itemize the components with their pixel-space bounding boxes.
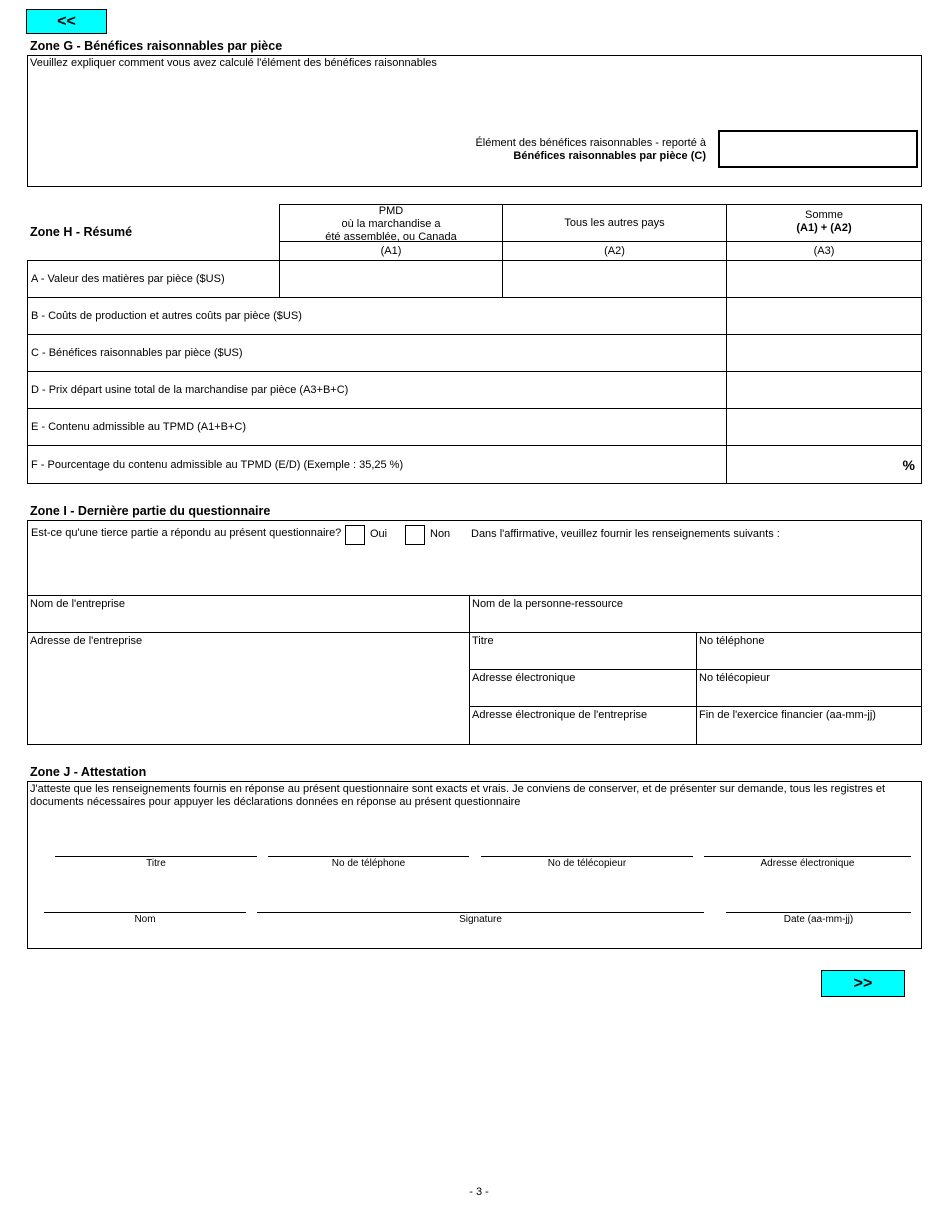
attest-date-line xyxy=(726,912,911,913)
attest-fax-line xyxy=(481,856,693,857)
company-email-label: Adresse électronique de l'entreprise xyxy=(472,709,648,721)
yes-checkbox[interactable] xyxy=(345,525,365,545)
attest-title-label: Titre xyxy=(146,858,166,869)
attest-date-input[interactable] xyxy=(726,892,911,912)
zone-h-title: Zone H - Résumé xyxy=(30,225,133,239)
profit-explanation-textarea[interactable] xyxy=(29,70,919,125)
attest-email-line xyxy=(704,856,911,857)
no-label: Non xyxy=(430,528,451,540)
attest-email-input[interactable] xyxy=(704,836,911,856)
reasonable-profit-input[interactable] xyxy=(718,130,918,168)
fiscal-year-end-label: Fin de l'exercice financier (aa-mm-jj) xyxy=(699,709,876,721)
contact-title-label: Titre xyxy=(472,635,494,647)
company-address-label: Adresse de l'entreprise xyxy=(30,635,143,647)
row-b-input[interactable] xyxy=(726,297,922,335)
row-c-label: C - Bénéfices raisonnables par pièce ($US) xyxy=(31,347,243,359)
header-a1-line3: été assemblée, ou Canada xyxy=(325,231,457,243)
page-number: - 3 - xyxy=(469,1186,489,1198)
attest-fax-input[interactable] xyxy=(481,836,693,856)
row-a-a1-input[interactable] xyxy=(279,260,503,298)
profit-report-label-2: Bénéfices raisonnables par pièce (C) xyxy=(513,150,706,162)
row-f-label-cell xyxy=(27,445,727,484)
attest-name-label: Nom xyxy=(134,914,156,925)
code-a3: (A3) xyxy=(726,241,922,261)
fiscal-year-end-field[interactable] xyxy=(696,706,922,745)
contact-fax-label: No télécopieur xyxy=(699,672,770,684)
company-address-field[interactable] xyxy=(27,632,470,745)
header-a1-line2: où la marchandise a xyxy=(341,218,441,230)
next-page-button[interactable]: >> xyxy=(821,970,905,997)
attest-title-line xyxy=(55,856,257,857)
attest-fax-label: No de télécopieur xyxy=(547,858,627,869)
header-a1-line1: PMD xyxy=(378,205,404,217)
header-a3-line2: (A1) + (A2) xyxy=(796,222,852,234)
company-email-field[interactable] xyxy=(469,706,697,745)
contact-name-field[interactable] xyxy=(469,595,922,633)
header-a2-label: Tous les autres pays xyxy=(564,216,665,229)
yes-label: Oui xyxy=(370,528,388,540)
no-checkbox[interactable] xyxy=(405,525,425,545)
attest-email-label: Adresse électronique xyxy=(760,858,855,869)
if-yes-instruction: Dans l'affirmative, veuillez fournir les renseignements suivants : xyxy=(471,528,780,540)
contact-phone-label: No téléphone xyxy=(699,635,765,647)
header-a2-cell xyxy=(502,204,727,242)
contact-email-label: Adresse électronique xyxy=(472,672,576,684)
zone-g-title: Zone G - Bénéfices raisonnables par pièce xyxy=(30,39,283,53)
profit-explanation-label: Veuillez expliquer comment vous avez calculé l'élément des bénéfices raisonnables xyxy=(30,57,437,69)
header-a3-cell xyxy=(726,204,922,242)
row-a-label: A - Valeur des matières par pièce ($US) xyxy=(31,273,225,285)
row-a-a2-input[interactable] xyxy=(502,260,727,298)
row-d-label-cell xyxy=(27,371,727,409)
row-d-label: D - Prix départ usine total de la marchandise par pièce (A3+B+C) xyxy=(31,384,349,396)
zone-i-title: Zone I - Dernière partie du questionnaire xyxy=(30,504,271,518)
zone-j-title: Zone J - Attestation xyxy=(30,765,147,779)
attest-title-input[interactable] xyxy=(55,836,257,856)
row-b-label-cell xyxy=(27,297,727,335)
previous-page-button[interactable]: << xyxy=(26,9,107,34)
contact-email-field[interactable] xyxy=(469,669,697,707)
row-c-label-cell xyxy=(27,334,727,372)
row-e-label: E - Contenu admissible au TPMD (A1+B+C) xyxy=(31,421,246,433)
attest-signature-label: Signature xyxy=(459,914,502,925)
row-b-label: B - Coûts de production et autres coûts par pièce ($US) xyxy=(31,310,302,322)
contact-name-label: Nom de la personne-ressource xyxy=(472,598,624,610)
profit-report-label-1: Élément des bénéfices raisonnables - reporté à xyxy=(475,137,706,149)
attest-signature-line xyxy=(257,912,704,913)
contact-phone-field[interactable] xyxy=(696,632,922,670)
header-a1-cell xyxy=(279,204,503,242)
row-a-a3-input[interactable] xyxy=(726,260,922,298)
attest-phone-label: No de téléphone xyxy=(331,858,406,869)
attestation-statement: J'atteste que les renseignements fournis en réponse au présent questionnaire sont exacts et vrais. Je conviens de conserver, et de présenter sur demande, tous les registres et documents nécessaires pour appuyer les déclarations données en réponse au présent questionnaire xyxy=(30,783,886,808)
row-f-label: F - Pourcentage du contenu admissible au TPMD (E/D) (Exemple : 35,25 %) xyxy=(31,459,404,471)
row-d-input[interactable] xyxy=(726,371,922,409)
row-e-label-cell xyxy=(27,408,727,446)
code-a1: (A1) xyxy=(279,241,503,261)
attest-phone-input[interactable] xyxy=(268,836,469,856)
company-name-field[interactable] xyxy=(27,595,470,633)
contact-fax-field[interactable] xyxy=(696,669,922,707)
attest-phone-line xyxy=(268,856,469,857)
third-party-question: Est-ce qu'une tierce partie a répondu au présent questionnaire? xyxy=(31,527,342,539)
row-c-input[interactable] xyxy=(726,334,922,372)
row-e-input[interactable] xyxy=(726,408,922,446)
attest-name-line xyxy=(44,912,246,913)
contact-title-field[interactable] xyxy=(469,632,697,670)
row-a-label-cell xyxy=(27,260,280,298)
percent-sign: % xyxy=(902,457,915,473)
header-a3-line1: Somme xyxy=(805,209,843,221)
code-a2: (A2) xyxy=(502,241,727,261)
row-f-percent-input[interactable] xyxy=(726,445,922,484)
attest-signature-input[interactable] xyxy=(257,892,704,912)
attest-date-label: Date (aa-mm-jj) xyxy=(783,914,854,925)
attest-name-input[interactable] xyxy=(44,892,246,912)
company-name-label: Nom de l'entreprise xyxy=(30,598,126,610)
